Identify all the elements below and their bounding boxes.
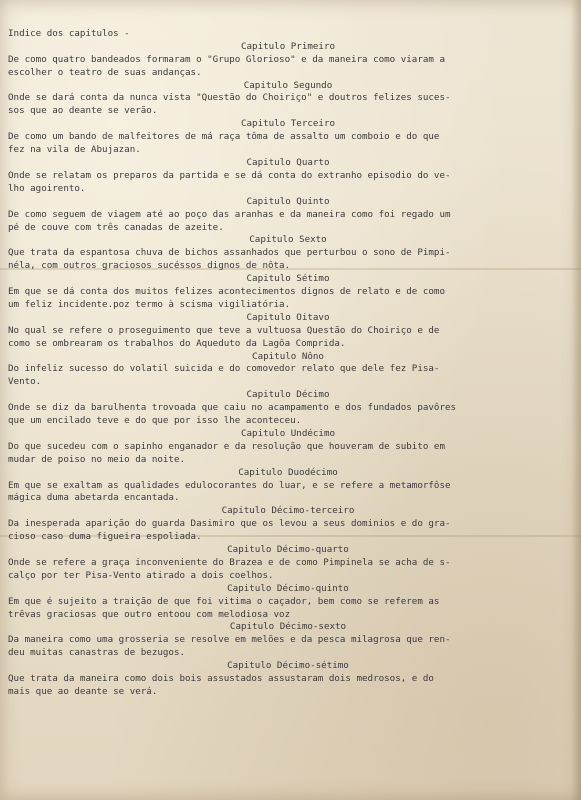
chapter-title: Capitulo Primeiro	[240, 40, 336, 52]
chapter-entry	[8, 660, 568, 699]
chapter-description: Onde se relatam os preparos da partida e se dá conta do extranho episodio do ve- lho agoirento.	[8, 169, 451, 194]
chapter-title: Capitulo Sétimo	[246, 273, 330, 285]
chapter-entry	[8, 389, 568, 428]
chapter-entry	[8, 351, 568, 390]
chapter-title: Capitulo Décimo-sétimo	[227, 660, 349, 672]
chapter-list	[8, 41, 568, 699]
paper-edge-shadow	[571, 0, 581, 800]
chapter-entry	[8, 41, 568, 80]
chapter-entry	[8, 273, 568, 312]
chapter-title: Capitulo Segundo	[243, 79, 333, 91]
chapter-title: Capitulo Décimo-sexto	[229, 621, 347, 633]
chapter-entry	[8, 80, 568, 119]
chapter-description: Onde se refere a graça inconveniente do Brazea e de como Pimpinela se acha de s- calço por ter Pisa-Vento atirado a dois coelhos.	[8, 556, 451, 581]
chapter-entry	[8, 157, 568, 196]
chapter-description: Onde se diz da barulhenta trovoada que caiu no acampamento e dos fundados pavôres que um encilado teve e do que por isso lhe aconteceu.	[8, 402, 457, 427]
chapter-entry	[8, 544, 568, 583]
chapter-description: Onde se dará conta da nunca vista "Questão do Choiriço" e doutros felizes suces- sos que ao deante se verão.	[8, 92, 451, 117]
chapter-description: Que trata da maneira como dois bois assustados assustaram dois medrosos, e do mais que ao deante se verá.	[8, 673, 434, 697]
chapter-title: Capitulo Duodécimo	[238, 466, 338, 478]
chapter-entry	[8, 196, 568, 235]
chapter-description: Em que é sujeito a traição de que foi vitima o caçador, bem como se referem as trêvas graciosas que outro entoou com melodiosa voz	[8, 595, 440, 620]
chapter-description: Em que se exaltam as qualidades edulocorantes do luar, e se refere a metamorfôse mágica duma abetarda encantada.	[8, 479, 451, 504]
chapter-title: Capitulo Décimo-quinto	[227, 582, 349, 594]
chapter-description: Em que se dá conta dos muitos felizes acontecimentos dignos de relato e de como um feliz incidente.poz termo à scisma vigiliatória.	[8, 286, 445, 310]
chapter-title: Capitulo Undécimo	[240, 427, 336, 439]
chapter-entry	[8, 312, 568, 351]
chapter-title: Capitulo Décimo	[246, 389, 330, 401]
chapter-entry	[8, 234, 568, 273]
chapter-description: De como um bando de malfeitores de má raça tôma de assalto um comboio e do que fez na vila de Abujazan.	[8, 131, 440, 156]
chapter-title: Capitulo Décimo-quarto	[227, 544, 349, 556]
chapter-entry	[8, 428, 568, 467]
chapter-title: Capitulo Quarto	[246, 157, 330, 168]
chapter-description: De como quatro bandeados formaram o "Grupo Glorioso" e da maneira como viaram a escolher o teatro de suas andanças.	[8, 53, 445, 78]
chapter-title: Capitulo Décimo-terceiro	[221, 505, 355, 517]
chapter-entry	[8, 505, 568, 544]
chapter-description: Da inesperada aparição do guarda Dasimiro que os levou a seus dominios e do gra- cioso caso duma figueira espoliada.	[8, 518, 451, 543]
chapter-entry	[8, 467, 568, 506]
chapter-entry	[8, 621, 568, 660]
chapter-title: Capitulo Sexto	[249, 234, 327, 246]
chapter-description: Do que sucedeu com o sapinho enganador e da resolução que houveram de subito em mudar de poiso no meio da noite.	[8, 440, 445, 465]
chapter-title: Capitulo Quinto	[246, 195, 330, 207]
chapter-entry	[8, 583, 568, 622]
index-heading: Indice dos capitulos -	[8, 28, 130, 39]
chapter-description: Da maneira como uma grosseria se resolve em melões e da pesca milagrosa que ren- deu muitas canastras de bezugos.	[8, 634, 451, 659]
chapter-title: Capitulo Nôno	[252, 350, 324, 362]
chapter-index-text	[8, 28, 568, 699]
chapter-description: De como seguem de viagem até ao poço das aranhas e da maneira como foi regado um pé de couve com três canadas de azeite.	[8, 208, 451, 233]
chapter-title: Capitulo Terceiro	[240, 118, 336, 130]
chapter-description: Que trata da espantosa chuva de bichos assanhados que perturbou o sono de Pimpi- néla, com outros graciosos sucéssos dignos de nôta.	[8, 247, 451, 272]
chapter-description: Do infeliz sucesso do volatil suicida e do comovedor relato que dele fez Pisa- Vento.	[8, 363, 440, 388]
chapter-description: No qual se refere o proseguimento que teve a vultuosa Questão do Choiriço e de como se ombrearam os trabalhos do Aqueduto da Lagôa Comprida.	[8, 324, 440, 349]
chapter-title: Capitulo Oitavo	[246, 311, 330, 323]
chapter-entry	[8, 118, 568, 157]
